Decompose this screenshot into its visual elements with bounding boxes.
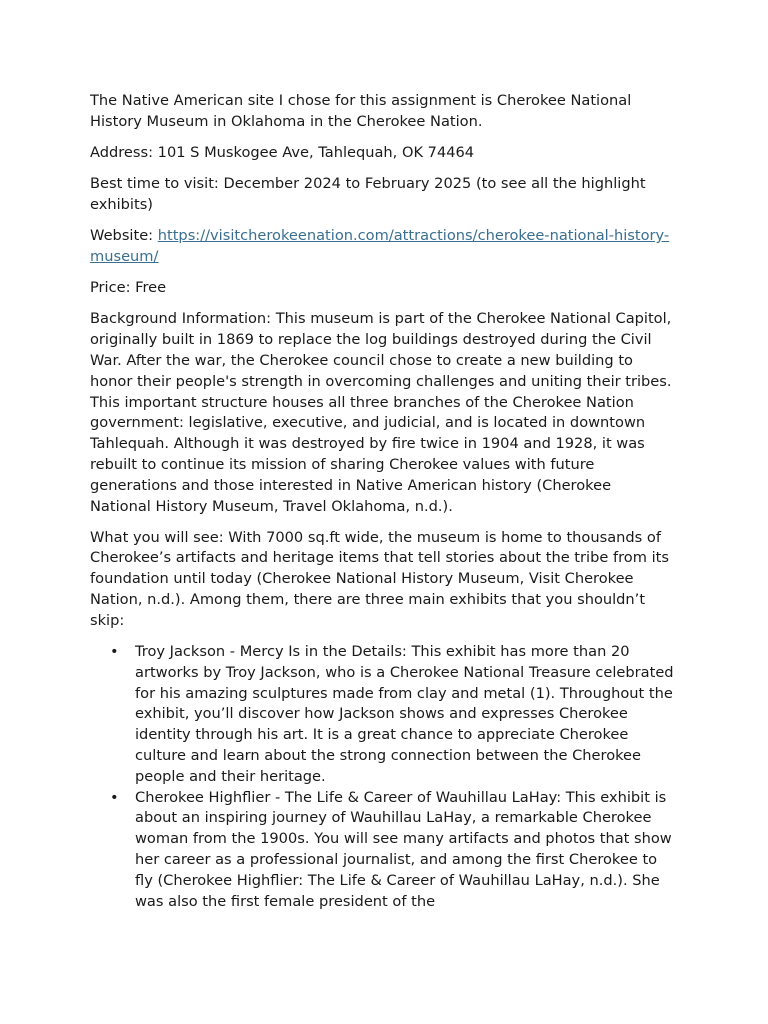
- intro-paragraph: The Native American site I chose for this assignment is Cherokee National History Museum in Oklahoma in the Cherokee Nation.: [90, 92, 632, 130]
- address-paragraph: Address: 101 S Muskogee Ave, Tahlequah, OK 74464: [90, 143, 475, 161]
- website-link[interactable]: https://visitcherokeenation.com/attractions/cherokee-national-history-museum/: [90, 227, 670, 265]
- what-you-will-see-paragraph: What you will see: With 7000 sq.ft wide, the museum is home to thousands of Cherokee’s artifacts and heritage items that tell stories about the tribe from its foundation until today (Cherokee National History Museum, Visit Cherokee Nation, n.d.). Among them, there are three main exhibits that you shouldn’t skip:: [90, 528, 669, 629]
- exhibit-list: [90, 642, 675, 912]
- price-paragraph: Price: Free: [90, 279, 167, 297]
- document-page: [90, 91, 675, 912]
- website-label: Website:: [90, 227, 158, 245]
- background-paragraph: Background Information: This museum is part of the Cherokee National Capitol, originally built in 1869 to replace the log buildings destroyed during the Civil War. After the war, the Cherokee council chose to create a new building to honor their people's strength in overcoming challenges and uniting their tribes. This important structure houses all three branches of the Cherokee Nation government: legislative, executive, and judicial, and is located in downtown Tahlequah. Although it was destroyed by fire twice in 1904 and 1928, it was rebuilt to continue its mission of sharing Cherokee values with future generations and those interested in Native American history (Cherokee National History Museum, Travel Oklahoma, n.d.).: [90, 310, 672, 515]
- best-time-paragraph: Best time to visit: December 2024 to February 2025 (to see all the highlight exhibits): [90, 175, 646, 213]
- bullet-icon: •: [110, 788, 119, 806]
- exhibit-list-item: [90, 788, 675, 913]
- website-paragraph: [90, 226, 675, 268]
- exhibit-text: Cherokee Highflier - The Life & Career of Wauhillau LaHay: This exhibit is about an inspiring journey of Wauhillau LaHay, a remarkable Cherokee woman from the 1900s. You will see many artifacts and photos that show her career as a professional journalist, and among the first Cherokee to fly (Cherokee Highflier: The Life & Career of Wauhillau LaHay, n.d.). She was also the first female president of the: [135, 788, 672, 910]
- exhibit-list-item: [90, 642, 675, 788]
- bullet-icon: •: [110, 643, 119, 661]
- exhibit-text: Troy Jackson - Mercy Is in the Details: This exhibit has more than 20 artworks by Troy Jackson, who is a Cherokee National Treasure celebrated for his amazing sculptures made from clay and metal (1). Throughout the exhibit, you’ll discover how Jackson shows and expresses Cherokee identity through his art. It is a great chance to appreciate Cherokee culture and learn about the strong connection between the Cherokee people and their heritage.: [135, 643, 674, 785]
